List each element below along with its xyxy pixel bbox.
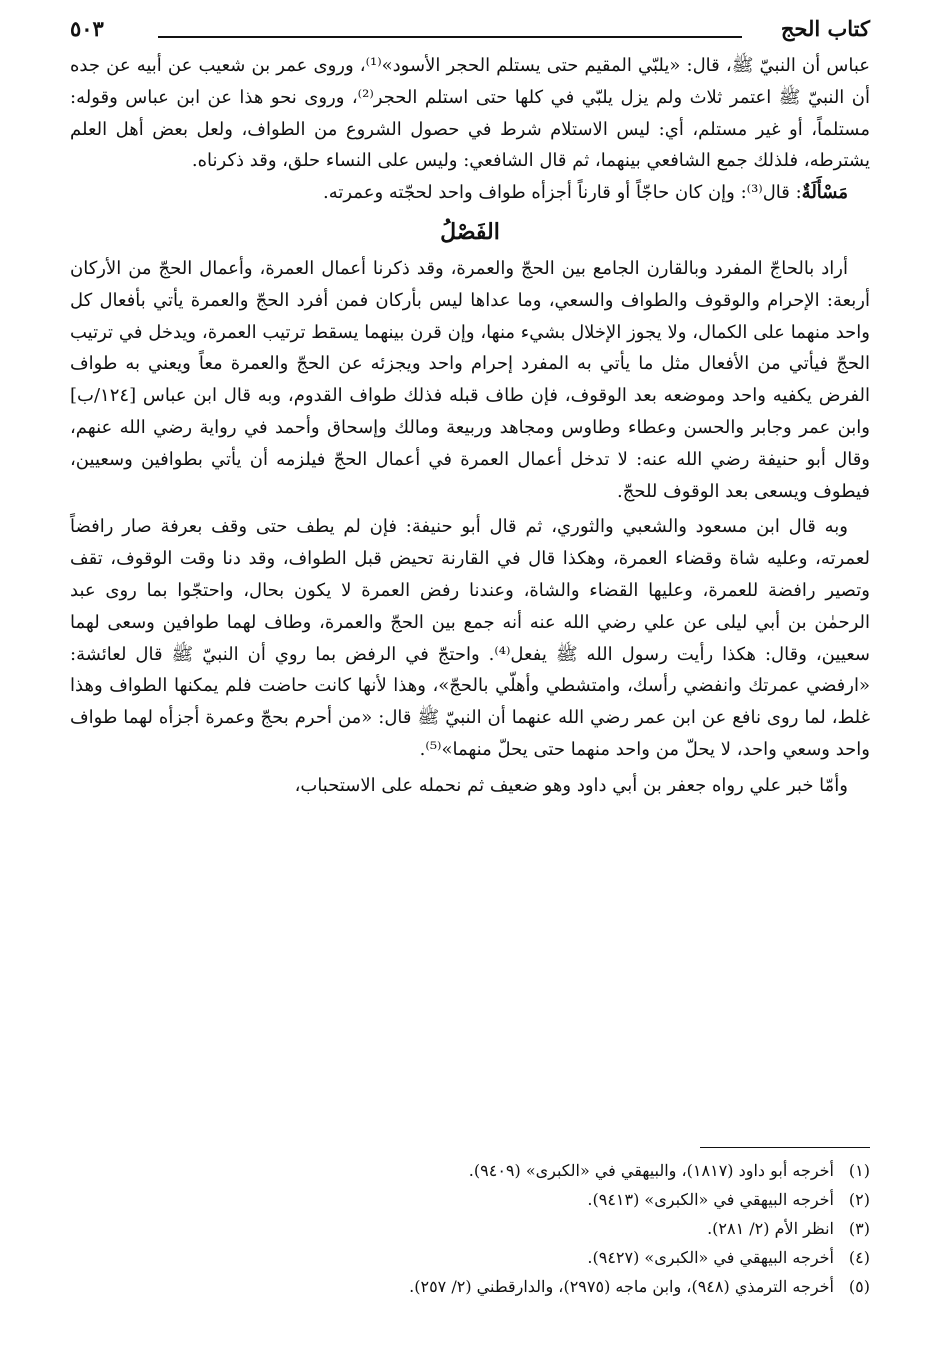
- running-title: كتاب الحج: [780, 16, 870, 41]
- footnotes: [70, 1156, 870, 1301]
- running-header: [70, 14, 870, 50]
- masala-paragraph: [70, 177, 870, 209]
- footnote-rule: [700, 1147, 870, 1148]
- body-text: [70, 50, 870, 802]
- footnote-4: [70, 1243, 870, 1272]
- footnote-text: أخرجه البيهقي في «الكبرى» (٩٤١٣).: [587, 1190, 834, 1209]
- footnote-text: أخرجه أبو داود (١٨١٧)، والبيهقي في «الكبرى» (٩٤٠٩).: [468, 1161, 834, 1180]
- footnote-2: [70, 1185, 870, 1214]
- masala-text: : قال⁽³⁾: وإن كان حاجّاً أو قارناً أجزأه طواف واحد لحجّته وعمرته.: [322, 182, 802, 204]
- paragraph-1: عباس أن النبيّ ﷺ، قال: «يلبّي المقيم حتى يستلم الحجر الأسود»⁽¹⁾، وروى عمر بن شعيب عن أبيه عن جده أن النبيّ ﷺ اعتمر ثلاث ولم يزل يلبّي في كلها حتى استلم الحجر⁽²⁾، وروى نحو هذا عن ابن عباس وقوله: مستلماً، أو غير مستلم، أي: ليس الاستلام شرط في حصول الشروع من الطواف، ولعل بعض أهل العلم يشترطه، فلذلك جمع الشافعي بينهما، ثم قال الشافعي: وليس على النساء حلق، وقد ذكرناه.: [70, 55, 870, 172]
- footnote-3: [70, 1214, 870, 1243]
- paragraph-2: أراد بالحاجّ المفرد وبالقارن الجامع بين الحجّ والعمرة، وقد ذكرنا أعمال العمرة، وأعمال الحجّ من الأركان أربعة: الإحرام والوقوف والطواف والسعي، وما عداها ليس بأركان فمن أفرد الحجّ والعمرة يأتي بأفعال كل واحد منهما على الكمال، ولا يجوز الإخلال بشيء منها، وإن قرن بينهما يسقط ترتيب العمرة، ويدخل في ترتيب الحجّ فيأتي من الأفعال مثل ما يأتي به المفرد إحرام واحد ويجزئه عن الحجّ والعمرة معاً ويعني به طواف الفرض يكفيه واحد وموضعه بعد الوقوف، فإن طاف قبله فذلك طواف القدوم، وبه قال ابن عباس [١٢٤/ب] وابن عمر وجابر والحسن وعطاء وطاوس ومجاهد وربيعة ومالك وإسحاق وأحمد في رواية رضي الله عنهم، وقال أبو حنيفة رضي الله عنه: لا تدخل أعمال العمرة في أعمال الحجّ فيلزمه أن يأتي بطوافين وسعيين، فيطوف ويسعى بعد الوقوف للحجّ.: [70, 257, 870, 502]
- masala-label: مَسْأَلَةٌ: [801, 182, 848, 204]
- page: [70, 14, 871, 1296]
- footnote-number: (٤): [848, 1248, 870, 1267]
- footnote-number: (٥): [848, 1277, 870, 1296]
- footnote-text: أخرجه البيهقي في «الكبرى» (٩٤٢٧).: [587, 1248, 834, 1267]
- footnote-number: (٣): [848, 1219, 870, 1238]
- footnote-number: (١): [848, 1161, 870, 1180]
- header-rule: [158, 36, 742, 38]
- paragraph-3: وبه قال ابن مسعود والشعبي والثوري، ثم قال أبو حنيفة: فإن لم يطف حتى وقف بعرفة صار رافضاً لعمرته، وعليه شاة وقضاء العمرة، وهكذا قال في القارنة تحيض قبل الطواف، وقد دنا وقت الوقوف، تقف وتصير رافضة للعمرة، وعليها القضاء والشاة، وعندنا رفض العمرة لا يكون بحال، واحتجّوا بما روى عبد الرحمٰن بن أبي ليلى عن علي رضي الله عنه أنه جمع بين الحجّ والعمرة، وطاف لهما طوافين وسعى لهما سعيين، وقال: هكذا رأيت رسول الله ﷺ يفعل⁽⁴⁾. واحتجّ في الرفض بما روي أن النبيّ ﷺ قال لعائشة: «ارفضي عمرتك وانفضي رأسك، وامتشطي وأهلّي بالحجّ»، وهذا لأنها كانت حاضت فلم يمكنها الطواف وهذا غلط، لما روى نافع عن ابن عمر رضي الله عنهما أن النبيّ ﷺ قال: «من أحرم بحجّ وعمرة أجزأه لهما طواف واحد وسعي واحد، لا يحلّ من واحد منهما حتى يحلّ منهما»⁽⁵⁾.: [70, 516, 871, 760]
- footnote-number: (٢): [848, 1190, 870, 1209]
- footnote-5: [70, 1272, 870, 1301]
- footnote-text: أخرجه الترمذي (٩٤٨)، وابن ماجه (٢٩٧٥)، والدارقطني (٢/ ٢٥٧).: [409, 1277, 834, 1296]
- footnote-1: [70, 1156, 870, 1185]
- section-heading: الفَصْلُ: [440, 218, 500, 245]
- paragraph-4: وأمّا خبر علي رواه جعفر بن أبي داود وهو ضعيف ثم نحمله على الاستحباب،: [294, 774, 848, 796]
- page-number: ٥٠٣: [70, 16, 104, 41]
- footnote-text: انظر الأم (٢/ ٢٨١).: [707, 1219, 834, 1238]
